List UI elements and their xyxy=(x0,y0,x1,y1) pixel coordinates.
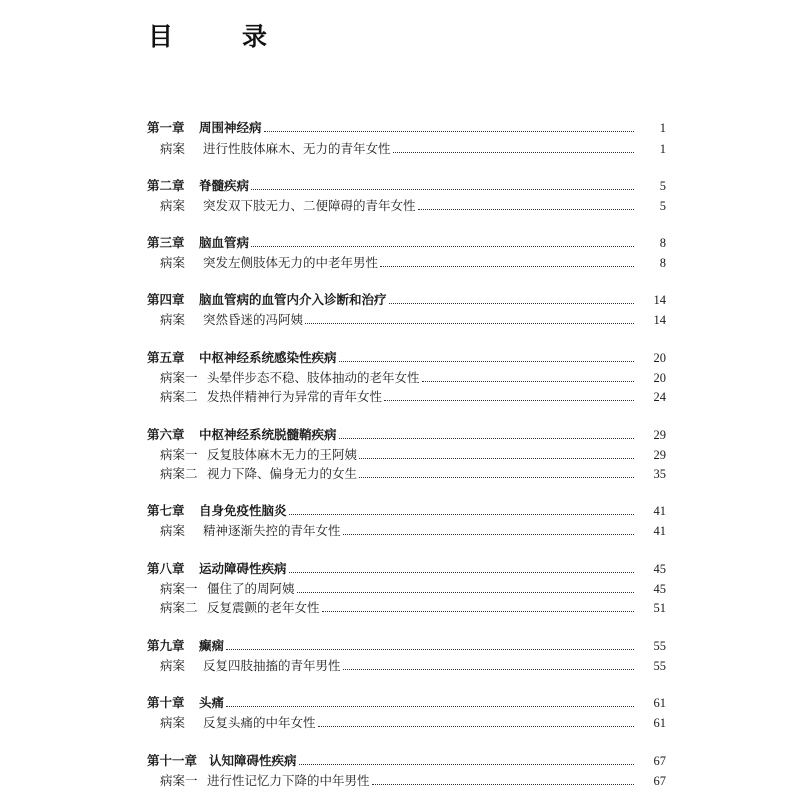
page-number: 51 xyxy=(653,601,666,615)
case-title: 发热伴精神行为异常的青年女性 xyxy=(207,389,383,404)
case-label: 病案 xyxy=(160,523,186,538)
page-number: 41 xyxy=(653,504,666,518)
chapter-number: 第三章 xyxy=(147,235,185,250)
case-title: 反复四肢抽搐的青年男性 xyxy=(203,658,341,673)
toc-case-entry[interactable] xyxy=(0,597,800,619)
page-number: 1 xyxy=(659,142,666,156)
chapter-title: 癫痫 xyxy=(199,638,225,653)
page-number: 67 xyxy=(653,754,666,768)
dot-leader xyxy=(297,592,634,593)
chapter-title: 运动障碍性疾病 xyxy=(199,561,287,576)
dot-leader xyxy=(343,534,634,535)
page-number: 20 xyxy=(653,351,666,365)
dot-leader xyxy=(289,514,634,515)
page-number: 14 xyxy=(653,313,666,327)
chapter-title: 中枢神经系统脱髓鞘疾病 xyxy=(199,427,337,442)
dot-leader xyxy=(289,572,634,573)
dot-leader xyxy=(299,764,634,765)
page-number: 5 xyxy=(659,179,666,193)
case-label: 病案二 xyxy=(160,600,198,615)
dot-leader xyxy=(418,209,634,210)
case-label: 病案 xyxy=(160,255,186,270)
page-number: 14 xyxy=(653,293,666,307)
case-label: 病案 xyxy=(160,198,186,213)
dot-leader xyxy=(251,189,634,190)
toc-chapter-entry[interactable] xyxy=(0,558,800,580)
toc-chapter-entry[interactable] xyxy=(0,289,800,311)
toc-case-entry[interactable] xyxy=(0,138,800,160)
chapter-number: 第五章 xyxy=(147,350,185,365)
toc-case-entry[interactable] xyxy=(0,309,800,331)
toc-case-entry[interactable] xyxy=(0,195,800,217)
chapter-title: 脑血管病 xyxy=(199,235,250,250)
page-number: 5 xyxy=(659,199,666,213)
dot-leader xyxy=(322,611,634,612)
toc-case-entry[interactable] xyxy=(0,655,800,677)
page-number: 24 xyxy=(653,390,666,404)
case-title: 反复震颤的老年女性 xyxy=(207,600,320,615)
chapter-number: 第八章 xyxy=(147,561,185,576)
toc-chapter-entry[interactable] xyxy=(0,347,800,369)
case-label: 病案一 xyxy=(160,581,198,596)
case-title: 反复头痛的中年女性 xyxy=(203,715,316,730)
page-title: 目 录 xyxy=(148,22,290,51)
case-label: 病案一 xyxy=(160,447,198,462)
toc-chapter-entry[interactable] xyxy=(0,635,800,657)
chapter-title: 脊髓疾病 xyxy=(199,178,250,193)
chapter-number: 第十章 xyxy=(147,695,185,710)
toc-chapter-entry[interactable] xyxy=(0,424,800,446)
toc-chapter-entry[interactable] xyxy=(0,117,800,139)
toc-case-entry[interactable] xyxy=(0,712,800,734)
chapter-title: 头痛 xyxy=(199,695,225,710)
page-number: 35 xyxy=(653,467,666,481)
toc-chapter-entry[interactable] xyxy=(0,750,800,772)
case-title: 突发左侧肢体无力的中老年男性 xyxy=(203,255,379,270)
dot-leader xyxy=(339,438,634,439)
page-number: 67 xyxy=(653,774,666,788)
chapter-title: 认知障碍性疾病 xyxy=(209,753,297,768)
page-number: 61 xyxy=(653,716,666,730)
page-number: 8 xyxy=(659,256,666,270)
chapter-number: 第九章 xyxy=(147,638,185,653)
dot-leader xyxy=(226,706,634,707)
dot-leader xyxy=(393,152,634,153)
case-title: 进行性记忆力下降的中年男性 xyxy=(207,773,370,788)
toc-case-entry[interactable] xyxy=(0,770,800,792)
dot-leader xyxy=(226,649,634,650)
toc-chapter-entry[interactable] xyxy=(0,232,800,254)
page-number: 55 xyxy=(653,639,666,653)
dot-leader xyxy=(318,726,634,727)
chapter-number: 第一章 xyxy=(147,120,185,135)
page-number: 55 xyxy=(653,659,666,673)
toc-chapter-entry[interactable] xyxy=(0,500,800,522)
case-label: 病案一 xyxy=(160,773,198,788)
dot-leader xyxy=(359,458,634,459)
chapter-title: 中枢神经系统感染性疾病 xyxy=(199,350,337,365)
case-title: 头晕伴步态不稳、肢体抽动的老年女性 xyxy=(207,370,420,385)
chapter-number: 第二章 xyxy=(147,178,185,193)
toc-case-entry[interactable] xyxy=(0,386,800,408)
case-title: 精神逐渐失控的青年女性 xyxy=(203,523,341,538)
dot-leader xyxy=(339,361,634,362)
page-number: 45 xyxy=(653,582,666,596)
page-number: 1 xyxy=(659,121,666,135)
page-number: 8 xyxy=(659,236,666,250)
page-number: 29 xyxy=(653,428,666,442)
dot-leader xyxy=(305,323,634,324)
toc-case-entry[interactable] xyxy=(0,520,800,542)
chapter-number: 第十一章 xyxy=(147,753,198,768)
toc-case-entry[interactable] xyxy=(0,252,800,274)
toc-case-entry[interactable] xyxy=(0,463,800,485)
toc-chapter-entry[interactable] xyxy=(0,692,800,714)
dot-leader xyxy=(359,477,634,478)
case-label: 病案 xyxy=(160,658,186,673)
chapter-number: 第四章 xyxy=(147,292,185,307)
page-number: 41 xyxy=(653,524,666,538)
case-label: 病案 xyxy=(160,312,186,327)
dot-leader xyxy=(384,400,634,401)
case-label: 病案一 xyxy=(160,370,198,385)
case-label: 病案 xyxy=(160,715,186,730)
dot-leader xyxy=(372,784,634,785)
case-label: 病案二 xyxy=(160,466,198,481)
dot-leader xyxy=(251,246,634,247)
toc-chapter-entry[interactable] xyxy=(0,175,800,197)
dot-leader xyxy=(380,266,634,267)
dot-leader xyxy=(343,669,634,670)
case-title: 视力下降、偏身无力的女生 xyxy=(207,466,358,481)
case-title: 反复肢体麻木无力的王阿姨 xyxy=(207,447,358,462)
dot-leader xyxy=(389,303,634,304)
case-label: 病案 xyxy=(160,141,186,156)
page-number: 45 xyxy=(653,562,666,576)
dot-leader xyxy=(422,381,634,382)
case-label: 病案二 xyxy=(160,389,198,404)
page-number: 29 xyxy=(653,448,666,462)
case-title: 进行性肢体麻木、无力的青年女性 xyxy=(203,141,391,156)
chapter-number: 第七章 xyxy=(147,503,185,518)
chapter-title: 脑血管病的血管内介入诊断和治疗 xyxy=(199,292,387,307)
dot-leader xyxy=(264,131,634,132)
page-number: 61 xyxy=(653,696,666,710)
chapter-number: 第六章 xyxy=(147,427,185,442)
case-title: 突然昏迷的冯阿姨 xyxy=(203,312,304,327)
chapter-title: 周围神经病 xyxy=(199,120,262,135)
case-title: 突发双下肢无力、二便障碍的青年女性 xyxy=(203,198,416,213)
case-title: 僵住了的周阿姨 xyxy=(207,581,295,596)
page-number: 20 xyxy=(653,371,666,385)
chapter-title: 自身免疫性脑炎 xyxy=(199,503,287,518)
